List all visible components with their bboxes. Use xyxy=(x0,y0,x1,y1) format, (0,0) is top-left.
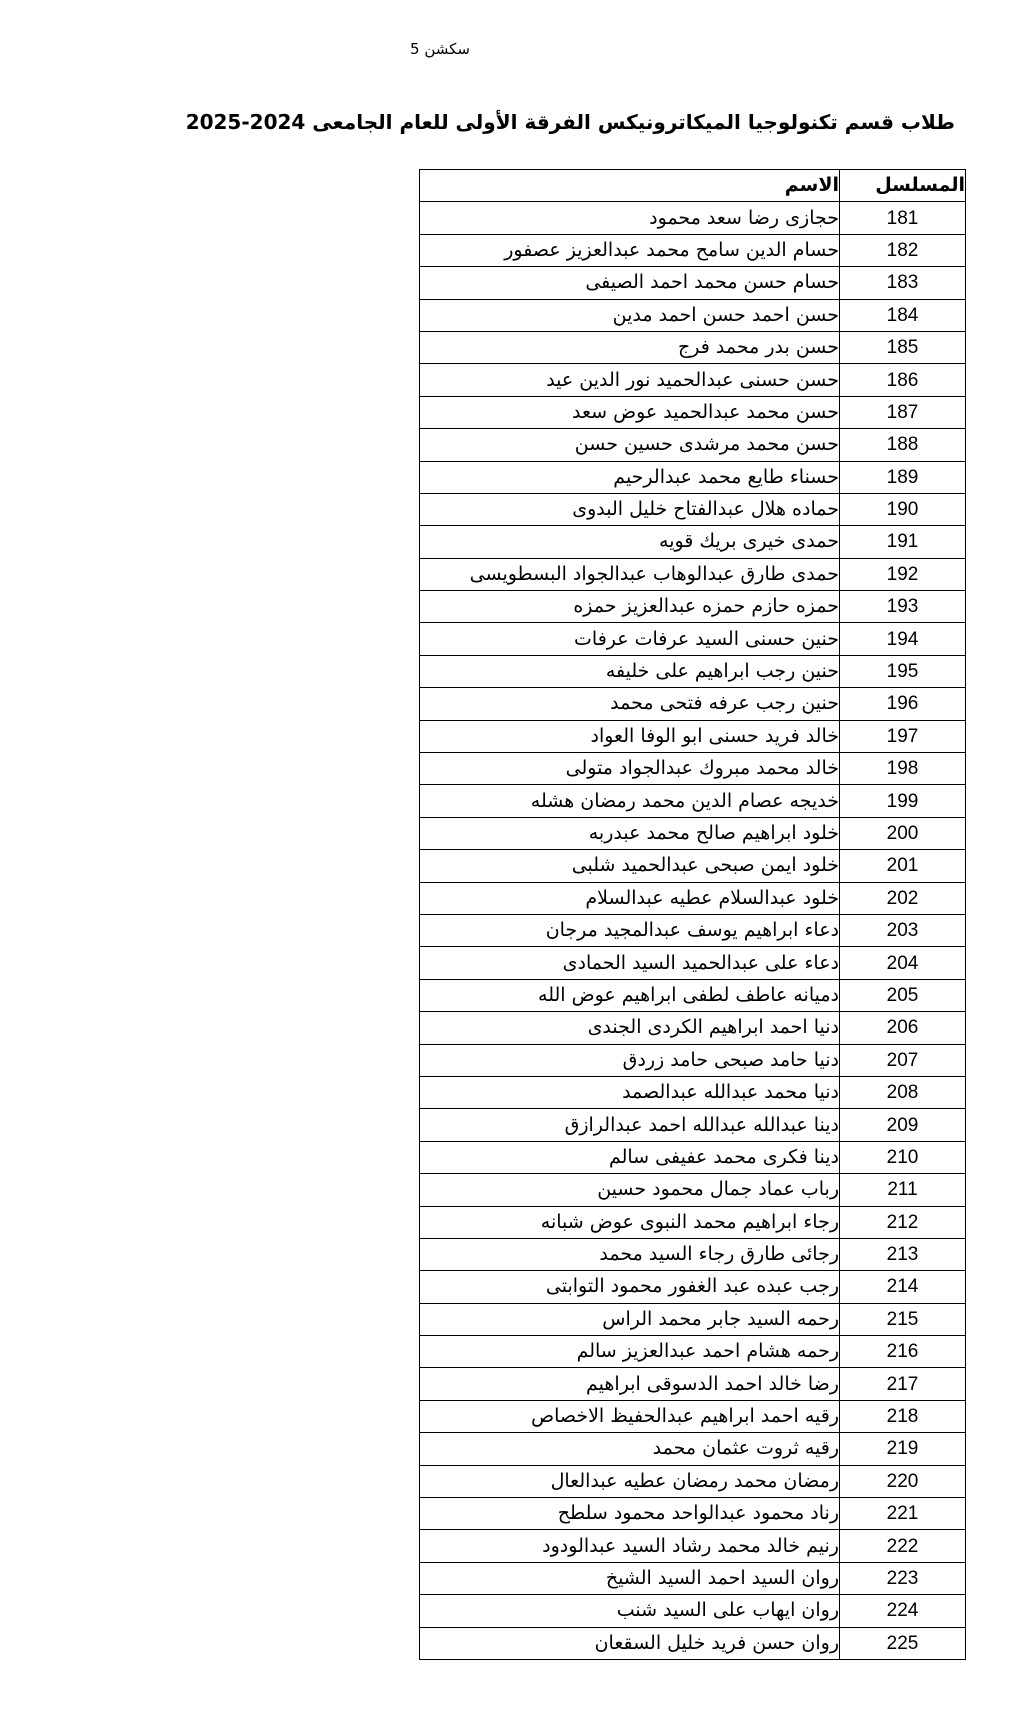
serial-cell: 186 xyxy=(840,364,966,396)
table-row xyxy=(420,364,966,396)
serial-cell: 212 xyxy=(840,1206,966,1238)
table-row xyxy=(420,1044,966,1076)
serial-cell: 199 xyxy=(840,785,966,817)
serial-cell: 214 xyxy=(840,1271,966,1303)
name-cell: خديجه عصام الدين محمد رمضان هشله xyxy=(420,785,840,817)
name-cell: حسن بدر محمد فرج xyxy=(420,331,840,363)
name-cell: رجب عبده عبد الغفور محمود التوابتى xyxy=(420,1271,840,1303)
table-row xyxy=(420,655,966,687)
name-cell: دنيا حامد صبحى حامد زردق xyxy=(420,1044,840,1076)
serial-cell: 195 xyxy=(840,655,966,687)
name-cell: دنيا محمد عبدالله عبدالصمد xyxy=(420,1076,840,1108)
table-row xyxy=(420,1627,966,1659)
serial-cell: 182 xyxy=(840,234,966,266)
table-row xyxy=(420,623,966,655)
serial-cell: 188 xyxy=(840,429,966,461)
table-row xyxy=(420,234,966,266)
serial-cell: 184 xyxy=(840,299,966,331)
serial-cell: 201 xyxy=(840,850,966,882)
serial-cell: 203 xyxy=(840,914,966,946)
serial-cell: 198 xyxy=(840,753,966,785)
table-row xyxy=(420,753,966,785)
table-row xyxy=(420,591,966,623)
name-cell: رحمه هشام احمد عبدالعزيز سالم xyxy=(420,1336,840,1368)
student-roster-table xyxy=(419,169,966,1660)
table-row xyxy=(420,1562,966,1594)
section-label: سكشن 5 xyxy=(410,40,470,58)
serial-cell: 211 xyxy=(840,1174,966,1206)
name-cell: رجائى طارق رجاء السيد محمد xyxy=(420,1238,840,1270)
name-cell: رحمه السيد جابر محمد الراس xyxy=(420,1303,840,1335)
roster-body xyxy=(420,202,966,1660)
name-cell: حنين رجب عرفه فتحى محمد xyxy=(420,688,840,720)
serial-cell: 183 xyxy=(840,267,966,299)
name-cell: رنيم خالد محمد رشاد السيد عبدالودود xyxy=(420,1530,840,1562)
serial-cell: 192 xyxy=(840,558,966,590)
name-cell: رقيه ثروت عثمان محمد xyxy=(420,1433,840,1465)
serial-cell: 225 xyxy=(840,1627,966,1659)
table-row xyxy=(420,202,966,234)
serial-cell: 205 xyxy=(840,979,966,1011)
table-row xyxy=(420,331,966,363)
table-row xyxy=(420,947,966,979)
serial-cell: 200 xyxy=(840,817,966,849)
table-row xyxy=(420,850,966,882)
serial-cell: 207 xyxy=(840,1044,966,1076)
name-cell: خلود عبدالسلام عطيه عبدالسلام xyxy=(420,882,840,914)
table-row xyxy=(420,1076,966,1108)
table-row xyxy=(420,882,966,914)
serial-cell: 209 xyxy=(840,1109,966,1141)
serial-cell: 191 xyxy=(840,526,966,558)
name-cell: حمدى طارق عبدالوهاب عبدالجواد البسطويسى xyxy=(420,558,840,590)
name-cell: حسن احمد حسن احمد مدين xyxy=(420,299,840,331)
name-cell: حسن حسنى عبدالحميد نور الدين عيد xyxy=(420,364,840,396)
serial-cell: 208 xyxy=(840,1076,966,1108)
serial-cell: 190 xyxy=(840,493,966,525)
name-cell: روان السيد احمد السيد الشيخ xyxy=(420,1562,840,1594)
header-name: الاسم xyxy=(420,170,840,202)
table-row xyxy=(420,461,966,493)
table-row xyxy=(420,493,966,525)
table-row xyxy=(420,720,966,752)
table-row xyxy=(420,1433,966,1465)
serial-cell: 185 xyxy=(840,331,966,363)
name-cell: حسن محمد عبدالحميد عوض سعد xyxy=(420,396,840,428)
table-row xyxy=(420,979,966,1011)
serial-cell: 220 xyxy=(840,1465,966,1497)
serial-cell: 223 xyxy=(840,1562,966,1594)
serial-cell: 187 xyxy=(840,396,966,428)
name-cell: خلود ابراهيم صالح محمد عبدربه xyxy=(420,817,840,849)
name-cell: رجاء ابراهيم محمد النبوى عوض شبانه xyxy=(420,1206,840,1238)
serial-cell: 222 xyxy=(840,1530,966,1562)
table-row xyxy=(420,396,966,428)
table-row xyxy=(420,267,966,299)
table-row xyxy=(420,785,966,817)
table-row xyxy=(420,1141,966,1173)
name-cell: رباب عماد جمال محمود حسين xyxy=(420,1174,840,1206)
table-row xyxy=(420,1498,966,1530)
serial-cell: 197 xyxy=(840,720,966,752)
name-cell: حمدى خيرى بريك قويه xyxy=(420,526,840,558)
name-cell: حمزه حازم حمزه عبدالعزيز حمزه xyxy=(420,591,840,623)
name-cell: رضا خالد احمد الدسوقى ابراهيم xyxy=(420,1368,840,1400)
name-cell: رمضان محمد رمضان عطيه عبدالعال xyxy=(420,1465,840,1497)
serial-cell: 193 xyxy=(840,591,966,623)
name-cell: خلود ايمن صبحى عبدالحميد شلبى xyxy=(420,850,840,882)
table-row xyxy=(420,1465,966,1497)
name-cell: خالد فريد حسنى ابو الوفا العواد xyxy=(420,720,840,752)
name-cell: حنين رجب ابراهيم على خليفه xyxy=(420,655,840,687)
serial-cell: 204 xyxy=(840,947,966,979)
table-row xyxy=(420,688,966,720)
table-row xyxy=(420,429,966,461)
name-cell: دينا عبدالله عبدالله احمد عبدالرازق xyxy=(420,1109,840,1141)
name-cell: دعاء ابراهيم يوسف عبدالمجيد مرجان xyxy=(420,914,840,946)
name-cell: روان ايهاب على السيد شنب xyxy=(420,1595,840,1627)
table-row xyxy=(420,1595,966,1627)
serial-cell: 194 xyxy=(840,623,966,655)
serial-cell: 210 xyxy=(840,1141,966,1173)
table-row xyxy=(420,1238,966,1270)
name-cell: دنيا احمد ابراهيم الكردى الجندى xyxy=(420,1012,840,1044)
table-row xyxy=(420,299,966,331)
name-cell: دميانه عاطف لطفى ابراهيم عوض الله xyxy=(420,979,840,1011)
name-cell: رقيه احمد ابراهيم عبدالحفيظ الاخصاص xyxy=(420,1400,840,1432)
table-row xyxy=(420,1336,966,1368)
name-cell: دينا فكرى محمد عفيفى سالم xyxy=(420,1141,840,1173)
serial-cell: 181 xyxy=(840,202,966,234)
document-title: طلاب قسم تكنولوجيا الميكاترونيكس الفرقة الأولى للعام الجامعى 2024-2025 xyxy=(185,110,955,134)
table-row xyxy=(420,526,966,558)
serial-cell: 218 xyxy=(840,1400,966,1432)
table-row xyxy=(420,914,966,946)
table-row xyxy=(420,1174,966,1206)
name-cell: حجازى رضا سعد محمود xyxy=(420,202,840,234)
table-row xyxy=(420,558,966,590)
header-serial: المسلسل xyxy=(840,170,966,202)
table-row xyxy=(420,1530,966,1562)
serial-cell: 206 xyxy=(840,1012,966,1044)
name-cell: روان حسن فريد خليل السقعان xyxy=(420,1627,840,1659)
table-row xyxy=(420,1206,966,1238)
table-row xyxy=(420,817,966,849)
serial-cell: 224 xyxy=(840,1595,966,1627)
table-row xyxy=(420,1368,966,1400)
name-cell: حسناء طايع محمد عبدالرحيم xyxy=(420,461,840,493)
name-cell: رناد محمود عبدالواحد محمود سلطح xyxy=(420,1498,840,1530)
table-row xyxy=(420,1271,966,1303)
serial-cell: 196 xyxy=(840,688,966,720)
serial-cell: 216 xyxy=(840,1336,966,1368)
serial-cell: 215 xyxy=(840,1303,966,1335)
table-row xyxy=(420,1109,966,1141)
name-cell: حسام الدين سامح محمد عبدالعزيز عصفور xyxy=(420,234,840,266)
name-cell: حماده هلال عبدالفتاح خليل البدوى xyxy=(420,493,840,525)
serial-cell: 213 xyxy=(840,1238,966,1270)
name-cell: دعاء على عبدالحميد السيد الحمادى xyxy=(420,947,840,979)
name-cell: حسن محمد مرشدى حسين حسن xyxy=(420,429,840,461)
serial-cell: 189 xyxy=(840,461,966,493)
serial-cell: 202 xyxy=(840,882,966,914)
table-row xyxy=(420,1303,966,1335)
name-cell: خالد محمد مبروك عبدالجواد متولى xyxy=(420,753,840,785)
serial-cell: 219 xyxy=(840,1433,966,1465)
table-row xyxy=(420,1012,966,1044)
table-row xyxy=(420,1400,966,1432)
name-cell: حسام حسن محمد احمد الصيفى xyxy=(420,267,840,299)
serial-cell: 221 xyxy=(840,1498,966,1530)
table-header-row xyxy=(420,170,966,202)
serial-cell: 217 xyxy=(840,1368,966,1400)
name-cell: حنين حسنى السيد عرفات عرفات xyxy=(420,623,840,655)
